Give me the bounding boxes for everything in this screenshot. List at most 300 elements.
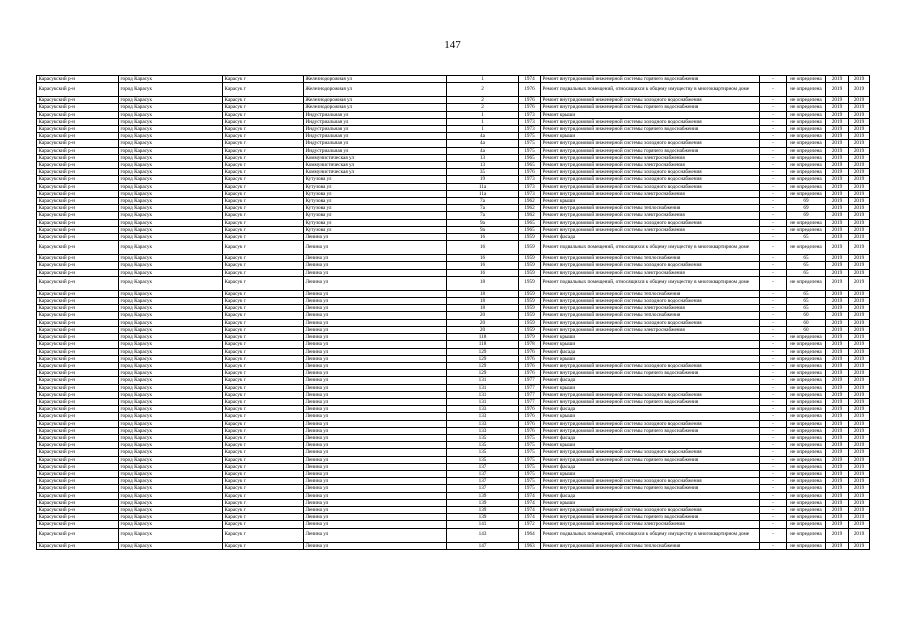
street-cell: Ленина ул — [304, 413, 447, 420]
municipality-cell: город Карасук — [119, 312, 223, 319]
settlement-cell: Карасук г — [223, 326, 304, 333]
year-built-cell: 1962 — [519, 198, 541, 205]
year-built-cell: 1959 — [519, 269, 541, 276]
street-cell: Ленина ул — [304, 449, 447, 456]
plan-start-cell: 2019 — [826, 147, 849, 154]
table-row — [37, 176, 870, 183]
plan-start-cell: 2019 — [826, 442, 849, 449]
street-cell: Кутузова ул — [304, 212, 447, 219]
plan-end-cell: 2019 — [849, 499, 870, 506]
wear-cell: 65 — [787, 290, 826, 297]
year-built-cell: 1962 — [519, 212, 541, 219]
plan-start-cell: 2019 — [826, 499, 849, 506]
year-built-cell: 1976 — [519, 413, 541, 420]
year-built-cell: 1976 — [519, 406, 541, 413]
page-number: 147 — [444, 39, 461, 51]
plan-start-cell: 2019 — [826, 398, 849, 405]
district-cell: Карасукский р-н — [37, 492, 119, 499]
year-built-cell: 1959 — [519, 305, 541, 312]
year-built-cell: 1973 — [519, 126, 541, 133]
dash-cell: - — [760, 298, 787, 305]
year-built-cell: 1977 — [519, 384, 541, 391]
house-number-cell: 143 — [447, 528, 519, 542]
district-cell: Карасукский р-н — [37, 449, 119, 456]
year-built-cell: 1974 — [519, 499, 541, 506]
street-cell: Индустриальная ул — [304, 111, 447, 118]
wear-cell: не определена — [787, 111, 826, 118]
wear-cell: не определена — [787, 413, 826, 420]
settlement-cell: Карасук г — [223, 162, 304, 169]
house-number-cell: 1 — [447, 76, 519, 83]
dash-cell: - — [760, 147, 787, 154]
dash-cell: - — [760, 514, 787, 521]
settlement-cell: Карасук г — [223, 506, 304, 513]
dash-cell: - — [760, 183, 787, 190]
work-type-cell: Ремонт внутридомовой инженерной системы холодного водоснабжения — [541, 176, 760, 183]
house-number-cell: 20 — [447, 319, 519, 326]
settlement-cell: Карасук г — [223, 219, 304, 226]
year-built-cell: 1979 — [519, 334, 541, 341]
plan-start-cell: 2019 — [826, 391, 849, 398]
house-number-cell: 137 — [447, 463, 519, 470]
street-cell: Индустриальная ул — [304, 118, 447, 125]
dash-cell: - — [760, 190, 787, 197]
table-row — [37, 377, 870, 384]
work-type-cell: Ремонт внутридомовой инженерной системы электроснабжения — [541, 326, 760, 333]
district-cell: Карасукский р-н — [37, 276, 119, 290]
municipality-cell: город Карасук — [119, 126, 223, 133]
wear-cell: не определена — [787, 190, 826, 197]
street-cell: Ленина ул — [304, 514, 447, 521]
table-row — [37, 326, 870, 333]
table-row — [37, 104, 870, 111]
settlement-cell: Карасук г — [223, 398, 304, 405]
house-number-cell: 4а — [447, 133, 519, 140]
dash-cell: - — [760, 97, 787, 104]
house-number-cell: 16 — [447, 262, 519, 269]
municipality-cell: город Карасук — [119, 470, 223, 477]
table-row — [37, 391, 870, 398]
street-cell: Ленина ул — [304, 276, 447, 290]
municipality-cell: город Карасук — [119, 305, 223, 312]
year-built-cell: 1975 — [519, 463, 541, 470]
house-number-cell: 1 — [447, 126, 519, 133]
house-number-cell: 135 — [447, 456, 519, 463]
wear-cell: не определена — [787, 463, 826, 470]
table-row — [37, 147, 870, 154]
dash-cell: - — [760, 341, 787, 348]
plan-end-cell: 2019 — [849, 234, 870, 241]
work-type-cell: Ремонт крыши — [541, 413, 760, 420]
municipality-cell: город Карасук — [119, 76, 223, 83]
district-cell: Карасукский р-н — [37, 326, 119, 333]
house-number-cell: 35 — [447, 169, 519, 176]
table-row — [37, 434, 870, 441]
plan-end-cell: 2019 — [849, 169, 870, 176]
house-number-cell: 139 — [447, 499, 519, 506]
wear-cell: не определена — [787, 147, 826, 154]
year-built-cell: 1977 — [519, 391, 541, 398]
plan-end-cell: 2019 — [849, 506, 870, 513]
dash-cell: - — [760, 485, 787, 492]
plan-start-cell: 2019 — [826, 492, 849, 499]
year-built-cell: 1977 — [519, 398, 541, 405]
table-row — [37, 463, 870, 470]
work-type-cell: Ремонт внутридомовой инженерной системы холодного водоснабжения — [541, 140, 760, 147]
district-cell: Карасукский р-н — [37, 190, 119, 197]
table-row — [37, 398, 870, 405]
dash-cell: - — [760, 521, 787, 528]
street-cell: Ленина ул — [304, 521, 447, 528]
municipality-cell: город Карасук — [119, 506, 223, 513]
municipality-cell: город Карасук — [119, 226, 223, 233]
work-type-cell: Ремонт крыши — [541, 198, 760, 205]
year-built-cell: 1959 — [519, 319, 541, 326]
house-number-cell: 18 — [447, 290, 519, 297]
house-number-cell: 135 — [447, 442, 519, 449]
wear-cell: 69 — [787, 198, 826, 205]
wear-cell: не определена — [787, 542, 826, 549]
wear-cell: не определена — [787, 370, 826, 377]
district-cell: Карасукский р-н — [37, 434, 119, 441]
year-built-cell: 1972 — [519, 521, 541, 528]
work-type-cell: Ремонт внутридомовой инженерной системы теплоснабжения — [541, 542, 760, 549]
district-cell: Карасукский р-н — [37, 83, 119, 97]
district-cell: Карасукский р-н — [37, 312, 119, 319]
district-cell: Карасукский р-н — [37, 499, 119, 506]
work-type-cell: Ремонт внутридомовой инженерной системы электроснабжения — [541, 190, 760, 197]
dash-cell: - — [760, 355, 787, 362]
plan-end-cell: 2019 — [849, 377, 870, 384]
plan-end-cell: 2019 — [849, 456, 870, 463]
table-row — [37, 362, 870, 369]
wear-cell: не определена — [787, 398, 826, 405]
settlement-cell: Карасук г — [223, 514, 304, 521]
plan-end-cell: 2019 — [849, 176, 870, 183]
district-cell: Карасукский р-н — [37, 298, 119, 305]
plan-end-cell: 2019 — [849, 126, 870, 133]
house-number-cell: 139 — [447, 492, 519, 499]
work-type-cell: Ремонт подвальных помещений, относящихся к общему имуществу в многоквартирном доме — [541, 241, 760, 255]
house-number-cell: 4а — [447, 140, 519, 147]
district-cell: Карасукский р-н — [37, 391, 119, 398]
plan-start-cell: 2019 — [826, 326, 849, 333]
plan-start-cell: 2019 — [826, 456, 849, 463]
house-number-cell: 1 — [447, 118, 519, 125]
dash-cell: - — [760, 198, 787, 205]
table-row — [37, 162, 870, 169]
year-built-cell: 1965 — [519, 219, 541, 226]
municipality-cell: город Карасук — [119, 492, 223, 499]
work-type-cell: Ремонт внутридомовой инженерной системы холодного водоснабжения — [541, 262, 760, 269]
municipality-cell: город Карасук — [119, 219, 223, 226]
settlement-cell: Карасук г — [223, 298, 304, 305]
district-cell: Карасукский р-н — [37, 104, 119, 111]
municipality-cell: город Карасук — [119, 169, 223, 176]
settlement-cell: Карасук г — [223, 406, 304, 413]
plan-end-cell: 2019 — [849, 298, 870, 305]
table-row — [37, 348, 870, 355]
street-cell: Кутузова ул — [304, 198, 447, 205]
street-cell: Кутузова ул — [304, 205, 447, 212]
year-built-cell: 1965 — [519, 162, 541, 169]
wear-cell: не определена — [787, 118, 826, 125]
house-number-cell: 133 — [447, 427, 519, 434]
municipality-cell: город Карасук — [119, 190, 223, 197]
work-type-cell: Ремонт фасада — [541, 234, 760, 241]
dash-cell: - — [760, 434, 787, 441]
year-built-cell: 1976 — [519, 97, 541, 104]
dash-cell: - — [760, 456, 787, 463]
work-type-cell: Ремонт внутридомовой инженерной системы теплоснабжения — [541, 255, 760, 262]
work-type-cell: Ремонт фасада — [541, 377, 760, 384]
settlement-cell: Карасук г — [223, 241, 304, 255]
street-cell: Кутузова ул — [304, 226, 447, 233]
house-number-cell: 137 — [447, 478, 519, 485]
wear-cell: не определена — [787, 442, 826, 449]
plan-end-cell: 2019 — [849, 521, 870, 528]
table-row — [37, 241, 870, 255]
plan-start-cell: 2019 — [826, 169, 849, 176]
municipality-cell: город Карасук — [119, 370, 223, 377]
dash-cell: - — [760, 262, 787, 269]
plan-start-cell: 2019 — [826, 384, 849, 391]
street-cell: Ленина ул — [304, 362, 447, 369]
street-cell: Ленина ул — [304, 492, 447, 499]
dash-cell: - — [760, 413, 787, 420]
municipality-cell: город Карасук — [119, 162, 223, 169]
district-cell: Карасукский р-н — [37, 413, 119, 420]
plan-start-cell: 2019 — [826, 104, 849, 111]
year-built-cell: 1974 — [519, 492, 541, 499]
municipality-cell: город Карасук — [119, 118, 223, 125]
street-cell: Ленина ул — [304, 398, 447, 405]
table-row — [37, 111, 870, 118]
district-cell: Карасукский р-н — [37, 384, 119, 391]
settlement-cell: Карасук г — [223, 290, 304, 297]
settlement-cell: Карасук г — [223, 234, 304, 241]
district-cell: Карасукский р-н — [37, 198, 119, 205]
year-built-cell: 1976 — [519, 420, 541, 427]
year-built-cell: 1975 — [519, 470, 541, 477]
wear-cell: не определена — [787, 470, 826, 477]
house-number-cell: 18 — [447, 298, 519, 305]
municipality-cell: город Карасук — [119, 255, 223, 262]
year-built-cell: 1959 — [519, 290, 541, 297]
plan-end-cell: 2019 — [849, 334, 870, 341]
dash-cell: - — [760, 319, 787, 326]
municipality-cell: город Карасук — [119, 449, 223, 456]
municipality-cell: город Карасук — [119, 212, 223, 219]
work-type-cell: Ремонт крыши — [541, 384, 760, 391]
district-cell: Карасукский р-н — [37, 133, 119, 140]
settlement-cell: Карасук г — [223, 262, 304, 269]
street-cell: Железнодорожная ул — [304, 76, 447, 83]
wear-cell: не определена — [787, 83, 826, 97]
street-cell: Ленина ул — [304, 442, 447, 449]
wear-cell: не определена — [787, 492, 826, 499]
year-built-cell: 1975 — [519, 147, 541, 154]
district-cell: Карасукский р-н — [37, 176, 119, 183]
plan-start-cell: 2019 — [826, 478, 849, 485]
house-number-cell: 13 — [447, 162, 519, 169]
year-built-cell: 1973 — [519, 176, 541, 183]
dash-cell: - — [760, 104, 787, 111]
wear-cell: не определена — [787, 528, 826, 542]
house-number-cell: 129 — [447, 362, 519, 369]
house-number-cell: 20 — [447, 326, 519, 333]
wear-cell: не определена — [787, 183, 826, 190]
dash-cell: - — [760, 76, 787, 83]
year-built-cell: 1976 — [519, 104, 541, 111]
house-number-cell: 18 — [447, 276, 519, 290]
street-cell: Ленина ул — [304, 456, 447, 463]
plan-start-cell: 2019 — [826, 434, 849, 441]
wear-cell: 69 — [787, 212, 826, 219]
district-cell: Карасукский р-н — [37, 212, 119, 219]
street-cell: Ленина ул — [304, 542, 447, 549]
wear-cell: не определена — [787, 76, 826, 83]
work-type-cell: Ремонт фасада — [541, 463, 760, 470]
street-cell: Индустриальная ул — [304, 140, 447, 147]
year-built-cell: 1974 — [519, 76, 541, 83]
work-type-cell: Ремонт внутридомовой инженерной системы горячего водоснабжения — [541, 456, 760, 463]
district-cell: Карасукский р-н — [37, 269, 119, 276]
plan-start-cell: 2019 — [826, 118, 849, 125]
dash-cell: - — [760, 391, 787, 398]
plan-end-cell: 2019 — [849, 183, 870, 190]
district-cell: Карасукский р-н — [37, 370, 119, 377]
table-row — [37, 370, 870, 377]
dash-cell: - — [760, 442, 787, 449]
plan-start-cell: 2019 — [826, 205, 849, 212]
plan-end-cell: 2019 — [849, 118, 870, 125]
settlement-cell: Карасук г — [223, 485, 304, 492]
street-cell: Ленина ул — [304, 470, 447, 477]
plan-end-cell: 2019 — [849, 162, 870, 169]
wear-cell: 65 — [787, 298, 826, 305]
plan-end-cell: 2019 — [849, 76, 870, 83]
work-type-cell: Ремонт внутридомовой инженерной системы холодного водоснабжения — [541, 362, 760, 369]
settlement-cell: Карасук г — [223, 83, 304, 97]
district-cell: Карасукский р-н — [37, 463, 119, 470]
plan-start-cell: 2019 — [826, 377, 849, 384]
plan-start-cell: 2019 — [826, 470, 849, 477]
table-row — [37, 355, 870, 362]
district-cell: Карасукский р-н — [37, 169, 119, 176]
wear-cell: не определена — [787, 485, 826, 492]
street-cell: Ленина ул — [304, 506, 447, 513]
table-row — [37, 492, 870, 499]
plan-start-cell: 2019 — [826, 269, 849, 276]
plan-end-cell: 2019 — [849, 514, 870, 521]
wear-cell: не определена — [787, 506, 826, 513]
house-number-cell: 135 — [447, 434, 519, 441]
district-cell: Карасукский р-н — [37, 478, 119, 485]
wear-cell: не определена — [787, 154, 826, 161]
settlement-cell: Карасук г — [223, 183, 304, 190]
street-cell: Железнодорожная ул — [304, 104, 447, 111]
plan-end-cell: 2019 — [849, 83, 870, 97]
house-number-cell: 135 — [447, 449, 519, 456]
plan-start-cell: 2019 — [826, 255, 849, 262]
plan-end-cell: 2019 — [849, 341, 870, 348]
year-built-cell: 1959 — [519, 326, 541, 333]
wear-cell: не определена — [787, 362, 826, 369]
dash-cell: - — [760, 506, 787, 513]
municipality-cell: город Карасук — [119, 262, 223, 269]
dash-cell: - — [760, 492, 787, 499]
municipality-cell: город Карасук — [119, 326, 223, 333]
plan-start-cell: 2019 — [826, 362, 849, 369]
house-number-cell: 131 — [447, 391, 519, 398]
house-number-cell: 131 — [447, 377, 519, 384]
plan-end-cell: 2019 — [849, 312, 870, 319]
plan-end-cell: 2019 — [849, 398, 870, 405]
table-row — [37, 442, 870, 449]
work-type-cell: Ремонт внутридомовой инженерной системы холодного водоснабжения — [541, 506, 760, 513]
work-type-cell: Ремонт внутридомовой инженерной системы горячего водоснабжения — [541, 485, 760, 492]
district-cell: Карасукский р-н — [37, 521, 119, 528]
table-row — [37, 83, 870, 97]
wear-cell: не определена — [787, 133, 826, 140]
house-number-cell: 16 — [447, 269, 519, 276]
district-cell: Карасукский р-н — [37, 262, 119, 269]
plan-start-cell: 2019 — [826, 521, 849, 528]
wear-cell: не определена — [787, 348, 826, 355]
wear-cell: не определена — [787, 449, 826, 456]
settlement-cell: Карасук г — [223, 420, 304, 427]
district-cell: Карасукский р-н — [37, 219, 119, 226]
plan-end-cell: 2019 — [849, 442, 870, 449]
plan-end-cell: 2019 — [849, 362, 870, 369]
plan-start-cell: 2019 — [826, 190, 849, 197]
table-row — [37, 413, 870, 420]
settlement-cell: Карасук г — [223, 492, 304, 499]
dash-cell: - — [760, 427, 787, 434]
plan-start-cell: 2019 — [826, 334, 849, 341]
plan-end-cell: 2019 — [849, 463, 870, 470]
municipality-cell: город Карасук — [119, 341, 223, 348]
settlement-cell: Карасук г — [223, 427, 304, 434]
work-type-cell: Ремонт внутридомовой инженерной системы холодного водоснабжения — [541, 420, 760, 427]
house-number-cell: 129 — [447, 370, 519, 377]
municipality-cell: город Карасук — [119, 205, 223, 212]
plan-start-cell: 2019 — [826, 348, 849, 355]
plan-end-cell: 2019 — [849, 420, 870, 427]
wear-cell: не определена — [787, 334, 826, 341]
district-cell: Карасукский р-н — [37, 470, 119, 477]
street-cell: Ленина ул — [304, 269, 447, 276]
settlement-cell: Карасук г — [223, 176, 304, 183]
wear-cell: не определена — [787, 499, 826, 506]
plan-start-cell: 2019 — [826, 355, 849, 362]
district-cell: Карасукский р-н — [37, 183, 119, 190]
house-number-cell: 7а — [447, 212, 519, 219]
municipality-cell: город Карасук — [119, 334, 223, 341]
work-type-cell: Ремонт крыши — [541, 111, 760, 118]
year-built-cell: 1973 — [519, 183, 541, 190]
plan-start-cell: 2019 — [826, 420, 849, 427]
work-type-cell: Ремонт внутридомовой инженерной системы горячего водоснабжения — [541, 126, 760, 133]
street-cell: Ленина ул — [304, 485, 447, 492]
plan-end-cell: 2019 — [849, 198, 870, 205]
plan-start-cell: 2019 — [826, 290, 849, 297]
work-type-cell: Ремонт фасада — [541, 406, 760, 413]
plan-end-cell: 2019 — [849, 140, 870, 147]
house-number-cell: 137 — [447, 470, 519, 477]
house-number-cell: 7а — [447, 205, 519, 212]
